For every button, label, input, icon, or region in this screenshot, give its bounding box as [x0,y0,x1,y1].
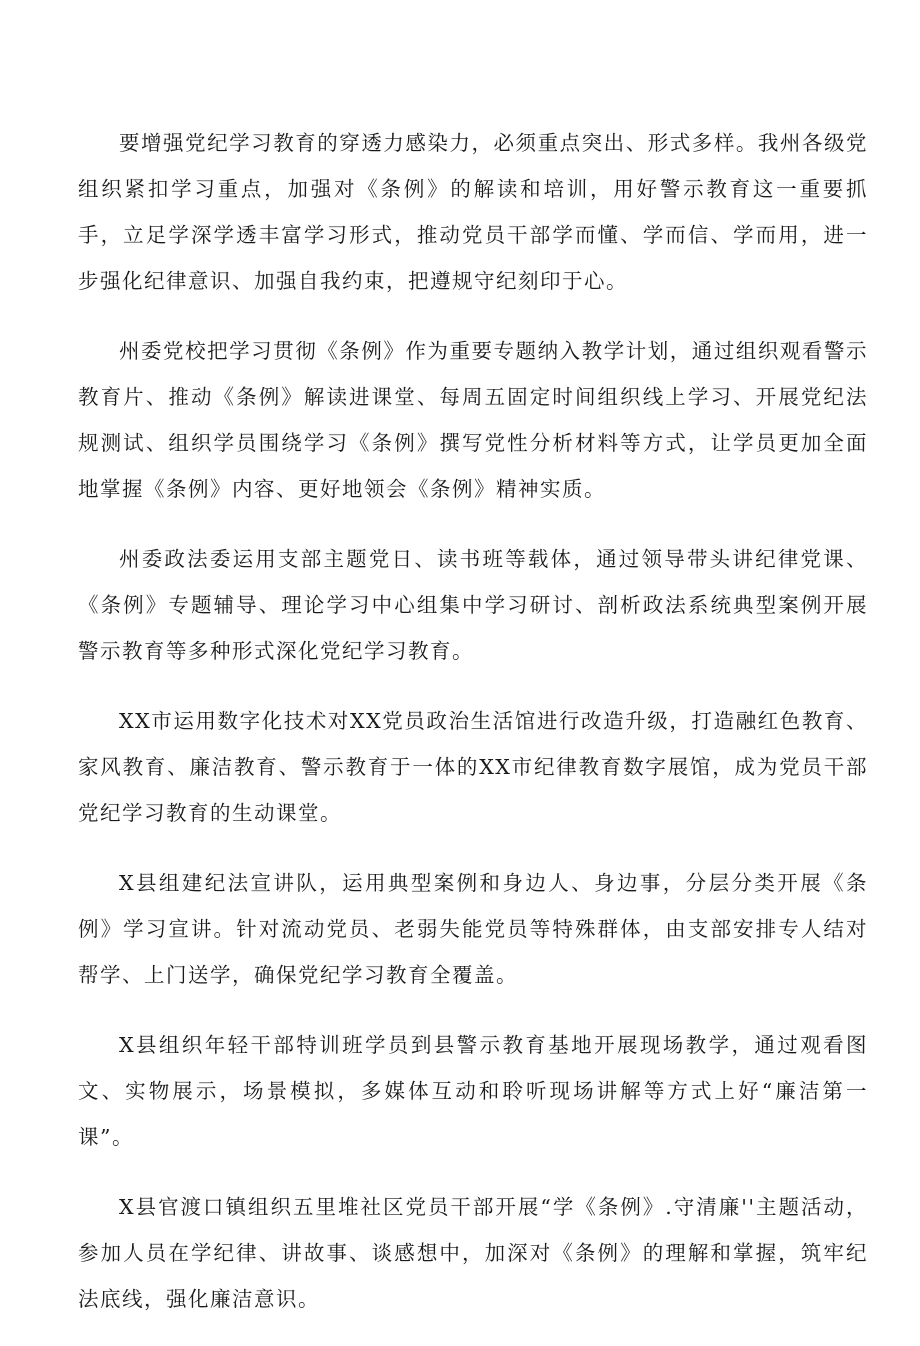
paragraph-2: 州委党校把学习贯彻《条例》作为重要专题纳入教学计划，通过组织观看警示教育片、推动《条例》解读进课堂、每周五固定时间组织线上学习、开展党纪法规测试、组织学员围绕学习《条例》撰写党性分析材料等方式，让学员更加全面地掌握《条例》内容、更好地领会《条例》精神实质。 [78,339,868,501]
document-body [78,120,868,1346]
paragraph-4: XX市运用数字化技术对XX党员政治生活馆进行改造升级，打造融红色教育、家风教育、廉洁教育、警示教育于一体的XX市纪律教育数字展馆，成为党员干部党纪学习教育的生动课堂。 [78,709,868,825]
paragraph-1: 要增强党纪学习教育的穿透力感染力，必须重点突出、形式多样。我州各级党组织紧扣学习重点，加强对《条例》的解读和培训，用好警示教育这一重要抓手，立足学深学透丰富学习形式，推动党员干部学而懂、学而信、学而用，进一步强化纪律意识、加强自我约束，把遵规守纪刻印于心。 [78,131,868,293]
paragraph-5: X县组建纪法宣讲队，运用典型案例和身边人、身边事，分层分类开展《条例》学习宣讲。针对流动党员、老弱失能党员等特殊群体，由支部安排专人结对帮学、上门送学，确保党纪学习教育全覆盖。 [78,871,868,987]
paragraph-6: X县组织年轻干部特训班学员到县警示教育基地开展现场教学，通过观看图文、实物展示，场景模拟，多媒体互动和聆听现场讲解等方式上好“廉洁第一课”。 [78,1033,868,1149]
paragraph-7: X县官渡口镇组织五里堆社区党员干部开展“学《条例》.守清廉''主题活动，参加人员在学纪律、讲故事、谈感想中，加深对《条例》的理解和掌握，筑牢纪法底线，强化廉洁意识。 [78,1195,868,1311]
paragraph-3: 州委政法委运用支部主题党日、读书班等载体，通过领导带头讲纪律党课、《条例》专题辅导、理论学习中心组集中学习研讨、剖析政法系统典型案例开展警示教育等多种形式深化党纪学习教育。 [78,547,868,663]
